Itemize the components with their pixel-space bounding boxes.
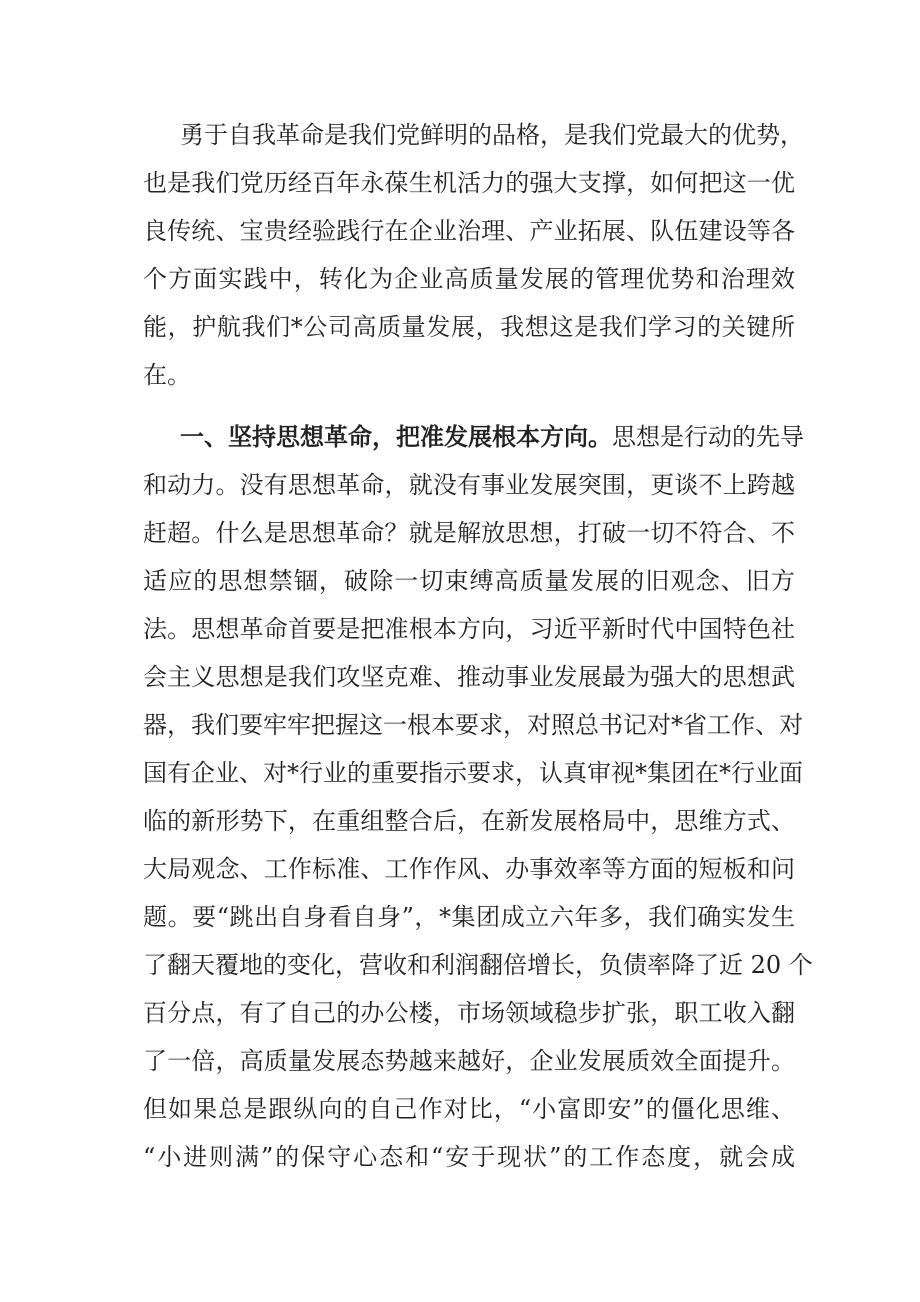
paragraph-2-line: 法。思想革命首要是把准根本方向，习近平新时代中国特色社 [143,615,795,643]
paragraph-2-line: 适应的思想禁锢，破除一切束缚高质量发展的旧观念、旧方 [143,567,795,595]
paragraph-2-line: 和动力。没有思想革命，就没有事业发展突围，更谈不上跨越 [143,471,795,499]
paragraph-2-line: 会主义思想是我们攻坚克难、推动事业发展最为强大的思想武 [143,663,795,691]
paragraph-1-line: 勇于自我革命是我们党鲜明的品格，是我们党最大的优势， [180,121,804,149]
paragraph-1-line: 在。 [143,361,191,389]
paragraph-2-line: 国有企业、对*行业的重要指示要求，认真审视*集团在*行业面 [143,759,803,787]
paragraph-2-line: 赶超。什么是思想革命？就是解放思想，打破一切不符合、不 [143,519,795,547]
paragraph-2-line: 器，我们要牢牢把握这一根本要求，对照总书记对*省工作、对 [143,711,803,739]
paragraph-2-first-line [180,422,804,452]
paragraph-2-line: 题。要“跳出自身看自身”，*集团成立六年多，我们确实发生 [143,903,795,931]
paragraph-2-line: “小进则满”的保守心态和“安于现状”的工作态度，就会成 [143,1143,795,1171]
paragraph-2-line: 但如果总是跟纵向的自己作对比，“小富即安”的僵化思维、 [143,1095,795,1123]
paragraph-2-line: 临的新形势下，在重组整合后，在新发展格局中，思维方式、 [143,807,795,835]
paragraph-1-line: 能，护航我们*公司高质量发展，我想这是我们学习的关键所 [143,313,795,341]
paragraph-2-line: 百分点，有了自己的办公楼，市场领域稳步扩张，职工收入翻 [143,999,795,1027]
paragraph-2-text: 思想是行动的先导 [612,423,804,451]
paragraph-1-line: 良传统、宝贵经验践行在企业治理、产业拓展、队伍建设等各 [143,217,795,245]
section-heading: 一、坚持思想革命，把准发展根本方向。 [180,422,612,451]
paragraph-1-line: 也是我们党历经百年永葆生机活力的强大支撑，如何把这一优 [143,169,795,197]
paragraph-2-line: 了一倍，高质量发展态势越来越好，企业发展质效全面提升。 [143,1047,795,1075]
paragraph-2-line: 了翻天覆地的变化，营收和利润翻倍增长，负债率降了近 20 个 [143,951,813,979]
paragraph-1-line: 个方面实践中，转化为企业高质量发展的管理优势和治理效 [143,265,795,293]
paragraph-2-line: 大局观念、工作标准、工作作风、办事效率等方面的短板和问 [143,855,795,883]
